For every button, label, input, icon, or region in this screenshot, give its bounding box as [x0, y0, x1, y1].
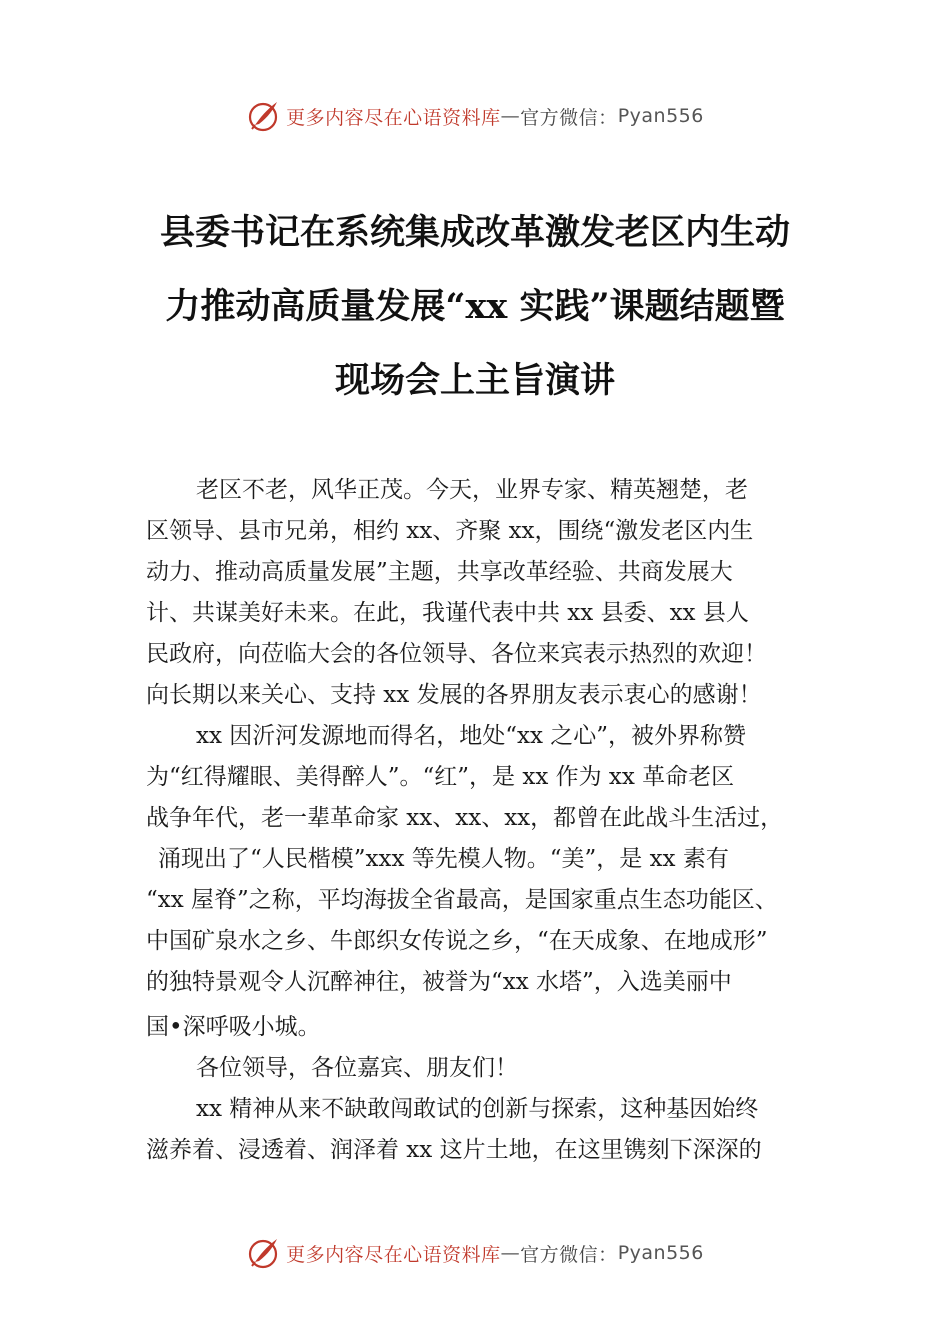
document-title [120, 196, 830, 418]
body-line: 计、共谋美好未来。在此，我谨代表中共 xx 县委、xx 县人 [146, 600, 749, 626]
watermark-text: 更多内容尽在心语资料库 [286, 106, 501, 129]
body-line: 区领导、县市兄弟，相约 xx、齐聚 xx，围绕“激发老区内生 [146, 518, 754, 544]
body-line: 动力、推动高质量发展”主题，共享改革经验、共商发展大 [146, 559, 733, 585]
title-line: 现场会上主旨演讲 [334, 360, 615, 401]
body-line: 滋养着、浸透着、润泽着 xx 这片土地，在这里镌刻下深深的 [146, 1137, 762, 1163]
body-line: “xx 屋脊”之称，平均海拔全省最高，是国家重点生态功能区、 [146, 887, 778, 913]
body-line: 战争年代，老一辈革命家 xx、xx、xx，都曾在此战斗生活过， [146, 805, 784, 831]
watermark-header [0, 94, 950, 138]
body-line: 为“红得耀眼、美得醉人”。“红”，是 xx 作为 xx 革命老区 [146, 764, 735, 790]
body-line: 中国矿泉水之乡、牛郎织女传说之乡，“在天成象、在地成形” [146, 928, 768, 954]
watermark-wechat-label: 官方微信： [520, 106, 618, 129]
watermark-footer [0, 1231, 950, 1275]
body-line: 各位领导，各位嘉宾、朋友们！ [196, 1055, 518, 1081]
watermark-wechat-id: Pyan556 [617, 105, 704, 127]
body-line: 民政府，向莅临大会的各位领导、各位来宾表示热烈的欢迎！ [146, 641, 767, 667]
watermark-wechat-id: Pyan556 [617, 1242, 704, 1264]
quill-pen-icon [246, 1235, 282, 1271]
watermark-wechat-label: 官方微信： [520, 1243, 618, 1266]
body-line: 国•深呼吸小城。 [146, 1014, 321, 1040]
body-line: 向长期以来关心、支持 xx 发展的各界朋友表示衷心的感谢！ [146, 682, 762, 708]
document-body [146, 470, 846, 1171]
title-line: 力推动高质量发展“xx 实践”课题结题暨 [165, 286, 785, 327]
body-line: 老区不老，风华正茂。今天，业界专家、精英翘楚，老 [196, 477, 748, 503]
body-line: xx 精神从来不缺敢闯敢试的创新与探索，这种基因始终 [196, 1096, 759, 1122]
watermark-separator: — [500, 105, 521, 127]
body-line: 的独特景观令人沉醉神往，被誉为“xx 水塔”，入选美丽中 [146, 969, 732, 995]
title-line: 县委书记在系统集成改革激发老区内生动 [159, 212, 790, 253]
watermark-text: 更多内容尽在心语资料库 [286, 1243, 501, 1266]
body-line: xx 因沂河发源地而得名，地处“xx 之心”，被外界称赞 [196, 723, 747, 749]
watermark-separator: — [500, 1242, 521, 1264]
body-line: 涌现出了“人民楷模”xxx 等先模人物。“美”，是 xx 素有 [158, 846, 729, 872]
quill-pen-icon [246, 98, 282, 134]
